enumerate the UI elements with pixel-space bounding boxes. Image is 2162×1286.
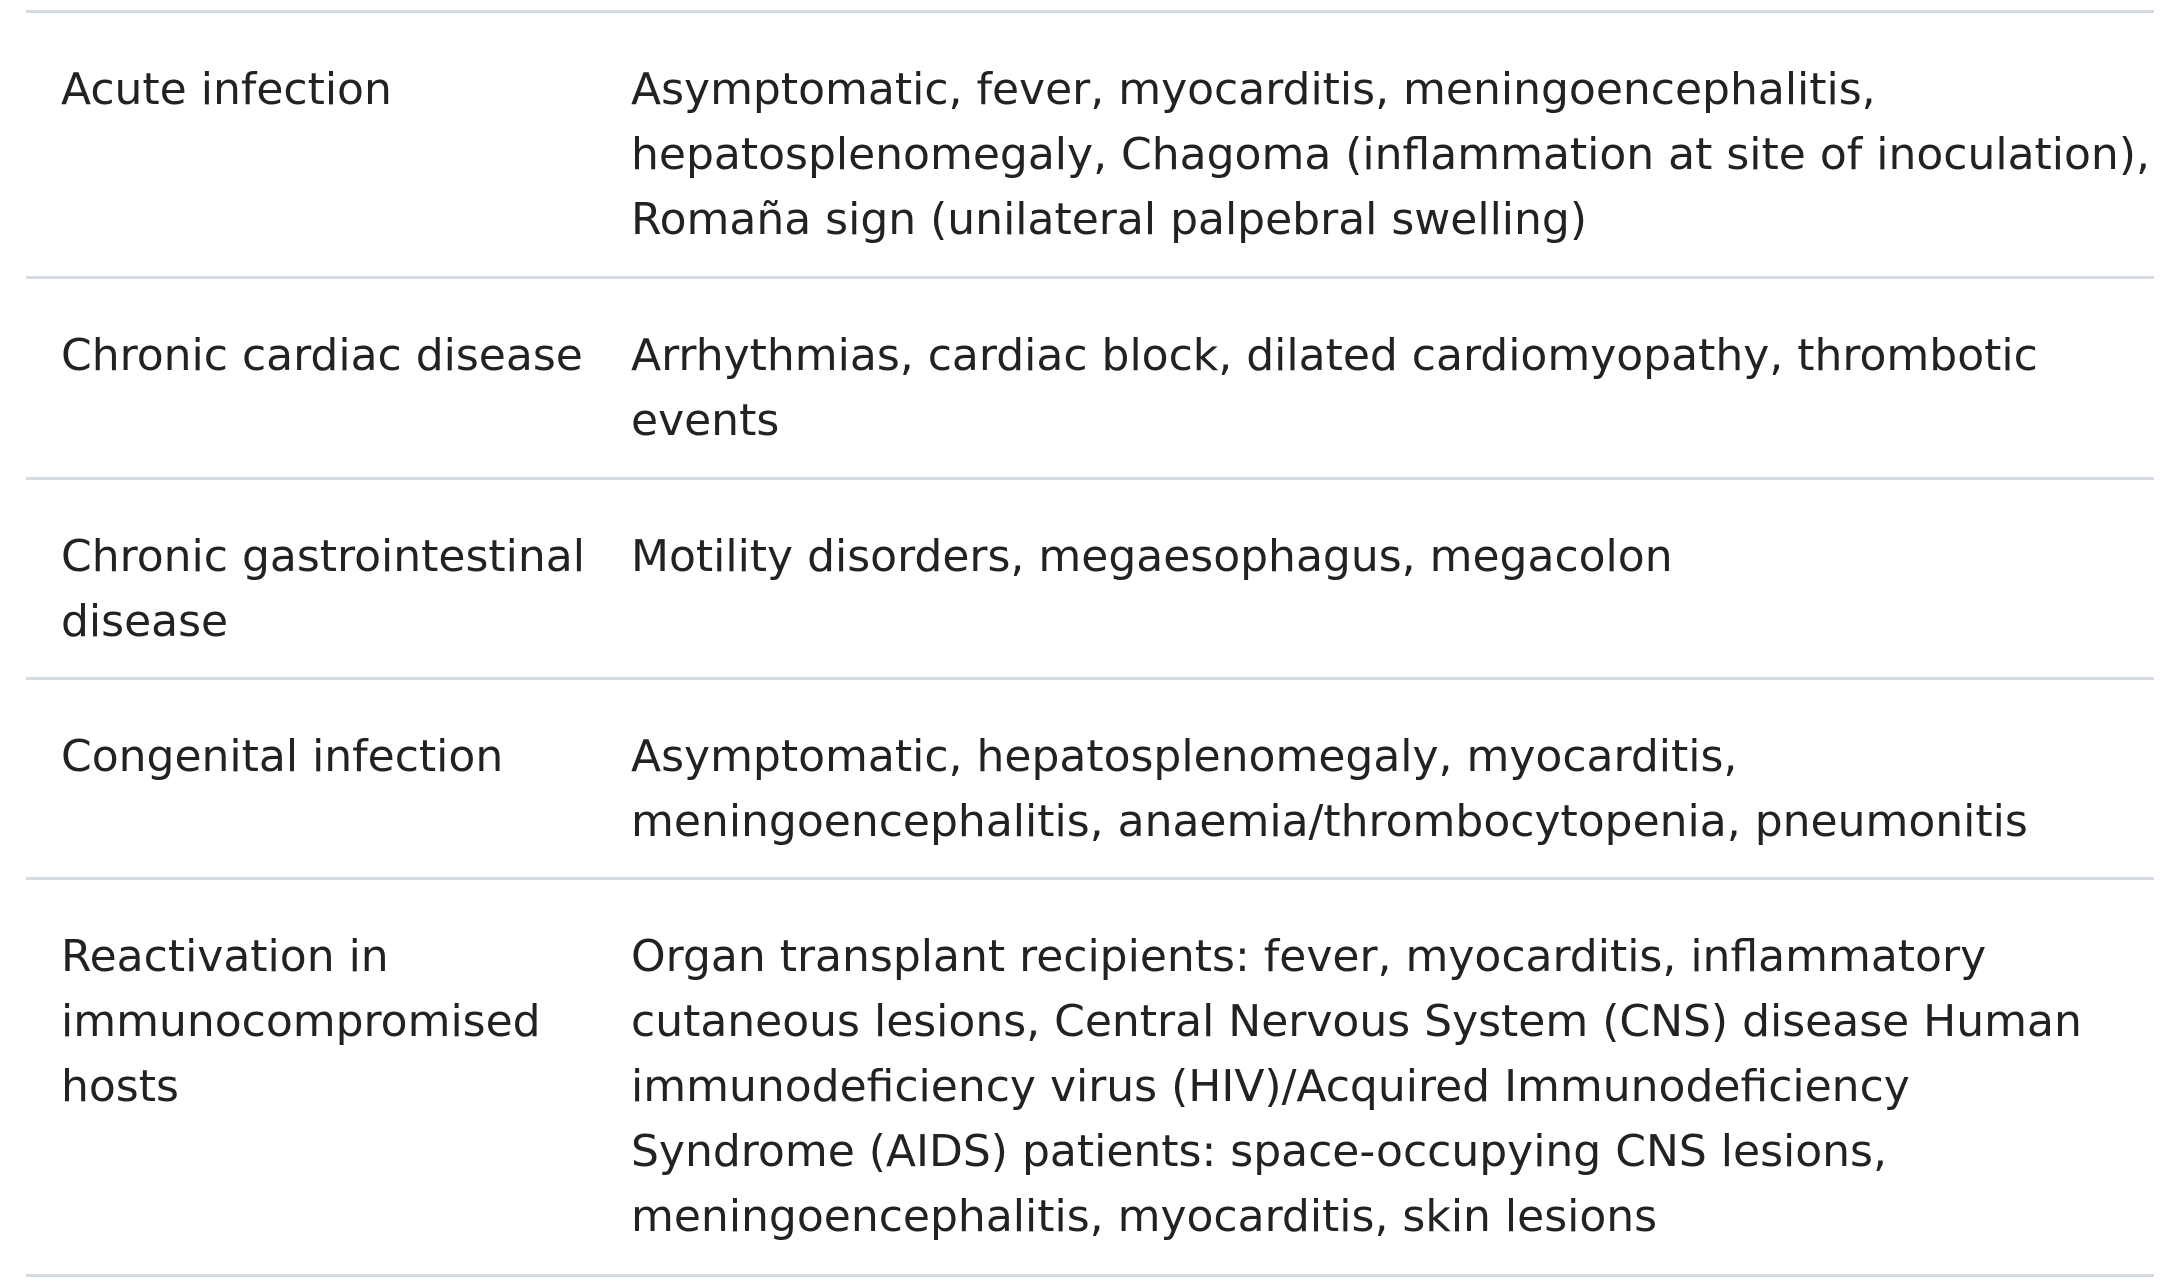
manifestation-text: meningoencephalitis, anaemia/thrombocytopenia, pneumonitis [631,796,2028,847]
condition-cell [26,323,631,477]
manifestation-text: Motility disorders, megaesophagus, megacolon [631,531,1673,582]
manifestation-text: Romaña sign (unilateral palpebral swelling) [631,194,1588,245]
manifestation-text: hepatosplenomegaly, Chagoma (inflammation at site of inoculation), [631,129,2150,180]
manifestation-cell [631,924,2154,1274]
manifestation-cell [631,57,2154,276]
condition-text: Acute infection [61,64,392,115]
table-row [26,480,2154,680]
manifestation-text: Syndrome (AIDS) patients: space-occupying CNS lesions, [631,1126,1887,1177]
condition-text: Congenital infection [61,731,504,782]
manifestation-cell [631,524,2154,677]
condition-text: hosts [61,1061,179,1112]
manifestation-text: Asymptomatic, fever, myocarditis, meningoencephalitis, [631,64,1876,115]
condition-text: disease [61,596,229,647]
table-row [26,680,2154,880]
manifestation-text: Arrhythmias, cardiac block, dilated cardiomyopathy, thrombotic [631,330,2038,381]
manifestation-text: Asymptomatic, hepatosplenomegaly, myocarditis, [631,731,1738,782]
manifestation-text: meningoencephalitis, myocarditis, skin lesions [631,1191,1658,1242]
manifestation-text: Organ transplant recipients: fever, myocarditis, inflammatory [631,931,1987,982]
table-row [26,880,2154,1277]
manifestation-text: cutaneous lesions, Central Nervous System (CNS) disease Human [631,996,2082,1047]
condition-text: Reactivation in [61,931,389,982]
condition-text: immunocompromised [61,996,541,1047]
table-row [26,13,2154,279]
condition-cell [26,724,631,877]
condition-text: Chronic gastrointestinal [61,531,585,582]
table-row [26,279,2154,480]
condition-cell [26,57,631,276]
condition-text: Chronic cardiac disease [61,330,583,381]
manifestation-text: events [631,395,780,446]
manifestation-cell [631,323,2154,477]
manifestations-table [26,10,2154,1277]
condition-cell [26,924,631,1274]
condition-cell [26,524,631,677]
manifestation-text: immunodeficiency virus (HIV)/Acquired Immunodeficiency [631,1061,1910,1112]
manifestation-cell [631,724,2154,877]
